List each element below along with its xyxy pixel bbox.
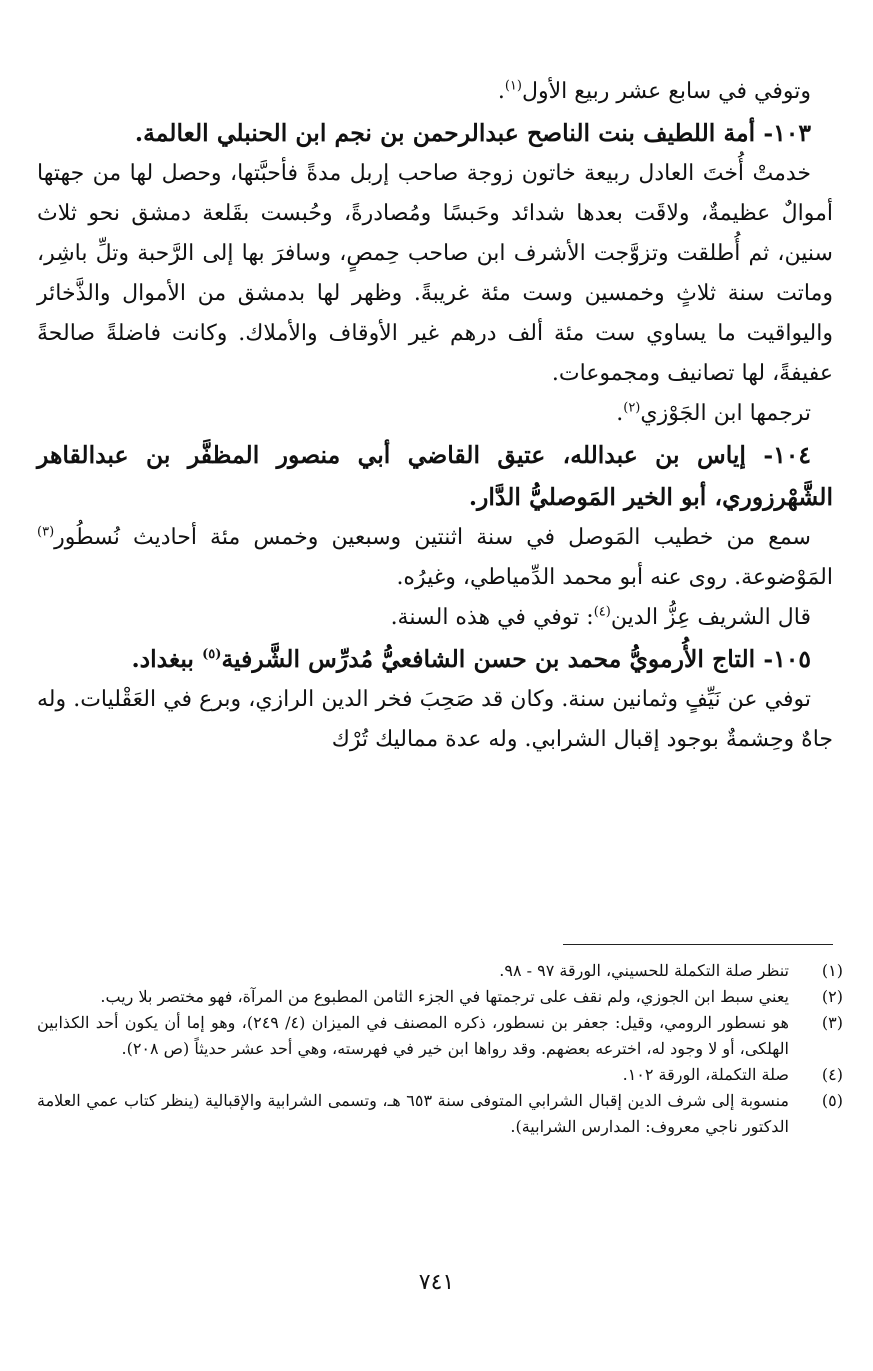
footnote-1 bbox=[37, 958, 843, 984]
footnote-number: (٥) bbox=[821, 1091, 843, 1110]
paragraph-text: قال الشريف عِزُّ الدين bbox=[610, 605, 811, 630]
paragraph-tail: . bbox=[616, 401, 624, 426]
footnote-text: صلة التكملة، الورقة ١٠٢. bbox=[622, 1065, 789, 1084]
main-text bbox=[37, 72, 833, 760]
paragraph-death-104 bbox=[37, 598, 833, 638]
footnote-5 bbox=[37, 1088, 843, 1140]
footnote-separator bbox=[563, 944, 833, 945]
paragraph-body-104 bbox=[37, 518, 833, 598]
paragraph-death-date bbox=[37, 72, 833, 112]
paragraph-text: وتوفي في سابع عشر ربيع الأول bbox=[521, 79, 811, 104]
footnote-4 bbox=[37, 1062, 843, 1088]
footnote-ref[interactable]: (٥) bbox=[202, 647, 222, 663]
entry-heading-103 bbox=[37, 112, 833, 154]
footnote-ref[interactable]: (٤) bbox=[593, 604, 611, 620]
paragraph-tail: : توفي في هذه السنة. bbox=[390, 605, 594, 630]
paragraph-tail: . bbox=[551, 361, 559, 386]
footnote-number: (١) bbox=[821, 961, 843, 980]
footnote-ref[interactable]: (٣) bbox=[37, 524, 55, 540]
footnote-number: (٢) bbox=[821, 987, 843, 1006]
heading-text: ١٠٤- إياس بن عبدالله، عتيق القاضي أبي منصور المظفَّر بن عبدالقاهر الشَّهْرزوري، أبو الخير المَوصليُّ الدَّار bbox=[37, 441, 833, 511]
paragraph-source-103 bbox=[37, 394, 833, 434]
footnote-text: يعني سبط ابن الجوزي، ولم نقف على ترجمتها في الجزء الثامن المطبوع من المرآة، فهو مختصر بلا ريب. bbox=[100, 987, 789, 1006]
paragraph-text: ترجمها ابن الجَوْزي bbox=[640, 401, 811, 426]
heading-tail: . bbox=[134, 119, 144, 147]
paragraph-text: سمع من خطيب المَوصل في سنة اثنتين وسبعين وخمس مئة أحاديث نُسطُور bbox=[54, 525, 811, 550]
footnote-ref[interactable]: (١) bbox=[504, 78, 522, 94]
footnotes bbox=[37, 958, 843, 1140]
footnote-number: (٤) bbox=[821, 1065, 843, 1084]
footnote-text: تنظر صلة التكملة للحسيني، الورقة ٩٧ - ٩٨. bbox=[499, 961, 789, 980]
entry-heading-105 bbox=[37, 638, 833, 680]
page-number: ٧٤١ bbox=[418, 1270, 455, 1295]
entry-heading-104 bbox=[37, 434, 833, 518]
heading-text: ١٠٣- أمة اللطيف بنت الناصح عبدالرحمن بن نجم ابن الحنبلي العالمة bbox=[143, 119, 811, 147]
heading-text: ١٠٥- التاج الأُرمويُّ محمد بن حسن الشافعيُّ مُدرِّس الشَّرفية bbox=[221, 645, 811, 673]
footnote-text: هو نسطور الرومي، وقيل: جعفر بن نسطور، ذكره المصنف في الميزان (٤/ ٢٤٩)، وهو إما أن يكون أحد الكذابين الهلكى، أو لا وجود له، اخترعه بعضهم. وقد رواها ابن خير في فهرسته، وهي أحد عشر حديثاً (ص ٢٠٨). bbox=[37, 1013, 789, 1058]
paragraph-tail: . bbox=[497, 79, 505, 104]
paragraph-text: خدمتْ أُختَ العادل ربيعة خاتون زوجة صاحب إربل مدةً فأحبَّتها، وحصل لها من جهتها أموالٌ عظيمةٌ، ولاقَت بعدها شدائد وحَبسًا ومُصادرةً، وحُبست بقَلعة دمشق نحو ثلاث سنين، ثم أُطلقت وتزوَّجت الأشرف ابن صاحب حِمصٍ، وسافرَ بها إلى الرَّحبة وتلِّ باشِر، وماتت سنة ثلاثٍ وخمسين وست مئة غريبةً. وظهر لها بدمشق من الأموال والذَّخائر واليواقيت ما يساوي ست مئة ألف درهم غير الأوقاف والأملاك. وكانت فاضلةً صالحةً عفيفةً، لها تصانيف ومجموعات bbox=[37, 161, 833, 386]
paragraph-body-105 bbox=[37, 680, 833, 760]
paragraph-body-103 bbox=[37, 154, 833, 394]
footnote-text: منسوبة إلى شرف الدين إقبال الشرابي المتوفى سنة ٦٥٣ هـ، وتسمى الشرابية والإقبالية (ينظر كتاب عمي العلامة الدكتور ناجي معروف: المدارس الشرابية). bbox=[37, 1091, 789, 1136]
paragraph-text: توفي عن نَيِّفٍ وثمانين سنة. وكان قد صَحِبَ فخر الدين الرازي، وبرع في العَقْليات. وله جاهٌ وحِشمةٌ بوجود إقبال الشرابي. وله عدة مماليك تُرْك bbox=[37, 687, 833, 752]
heading-tail: . bbox=[468, 483, 478, 511]
paragraph-tail: المَوْضوعة. روى عنه أبو محمد الدِّمياطي، وغيرُه. bbox=[396, 565, 833, 590]
footnote-number: (٣) bbox=[821, 1013, 843, 1032]
footnote-ref[interactable]: (٢) bbox=[623, 400, 641, 416]
footnote-2 bbox=[37, 984, 843, 1010]
footnote-3 bbox=[37, 1010, 843, 1062]
heading-tail: ببغداد. bbox=[131, 645, 203, 673]
